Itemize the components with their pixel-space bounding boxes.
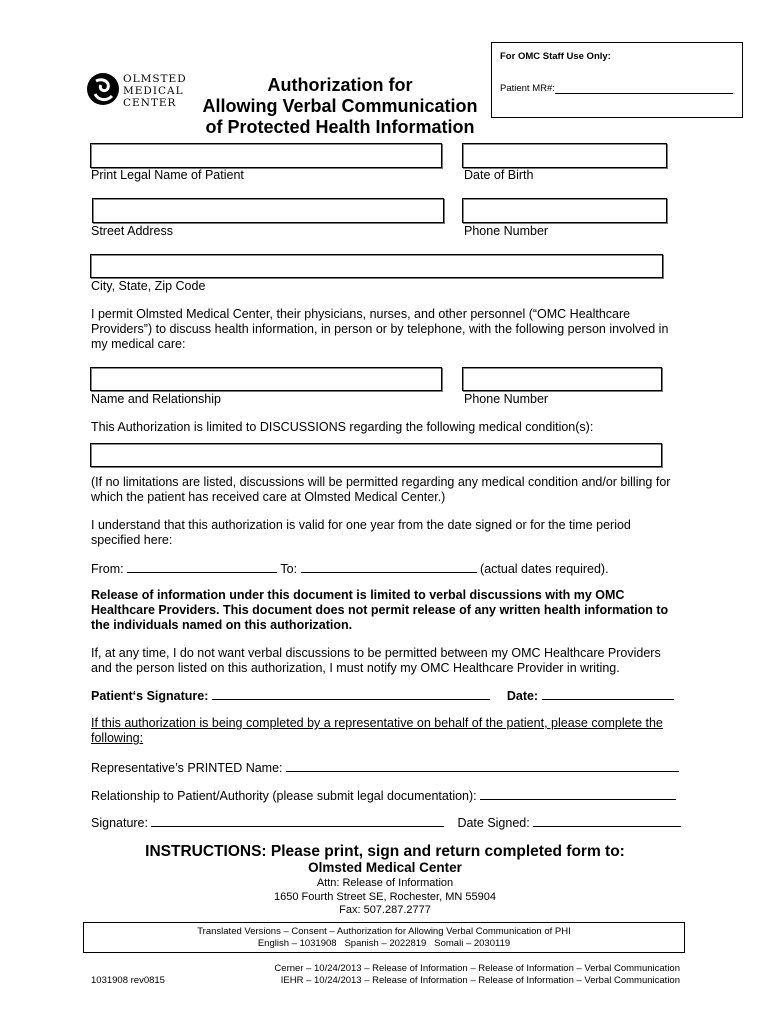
city-label: City, State, Zip Code — [91, 279, 206, 293]
street-label: Street Address — [91, 224, 173, 238]
date-line[interactable] — [542, 688, 674, 700]
date-label: Date: — [506, 689, 539, 703]
if-any-line-1: If, at any time, I do not want verbal discussions to be permitted between my OMC Healthcare Providers — [91, 646, 661, 660]
logo-text-3: CENTER — [123, 97, 177, 109]
title-line-2: Allowing Verbal Communication — [202, 96, 478, 116]
patient-mr-line[interactable] — [555, 93, 733, 94]
staff-use-title: For OMC Staff Use Only: — [500, 51, 611, 62]
rep-line-1: If this authorization is being completed by a representative on behalf of the patient, please complete the — [91, 716, 663, 730]
staff-use-box — [491, 42, 743, 118]
permit-line-1: I permit Olmsted Medical Center, their physicians, nurses, and other personnel (“OMC Healthcare — [91, 307, 631, 321]
phone2-label: Phone Number — [464, 392, 549, 406]
valid-paragraph — [91, 518, 691, 548]
name-relationship-label: Name and Relationship — [91, 392, 221, 406]
dob-label: Date of Birth — [464, 168, 534, 182]
patient-signature-row — [91, 688, 674, 703]
no-limit-line-1: (If no limitations are listed, discussions will be permitted regarding any medical condition and/or billing for — [91, 475, 671, 489]
instructions-heading: INSTRUCTIONS: Please print, sign and return completed form to: — [145, 843, 625, 860]
from-label: From: — [91, 562, 124, 576]
release-line-3: the individuals named on this authorization. — [91, 618, 353, 632]
no-limit-paragraph — [91, 475, 691, 505]
to-label: To: — [280, 562, 298, 576]
release-line-1: Release of information under this document is limited to verbal discussions with my OMC — [91, 588, 625, 602]
name-relationship-input[interactable] — [90, 367, 442, 391]
signature-line[interactable] — [151, 815, 444, 827]
street-input[interactable] — [92, 198, 444, 223]
rep-name-label: Representative’s PRINTED Name: — [91, 761, 283, 775]
form-number: 1031908 rev0815 — [91, 975, 165, 986]
phone-input[interactable] — [462, 198, 667, 223]
patient-name-input[interactable] — [90, 143, 442, 168]
logo-mark-icon — [86, 72, 120, 106]
limited-text: This Authorization is limited to DISCUSSIONS regarding the following medical condition(s): — [91, 420, 594, 434]
no-limit-line-2: which the patient has received care at Olmsted Medical Center.) — [91, 490, 446, 504]
translated-line-2: English – 1031908 Spanish – 2022819 Somali – 2030119 — [257, 938, 511, 949]
title-line-3: of Protected Health Information — [205, 117, 475, 137]
footer-iehr: IEHR – 10/24/2013 – Release of Information – Release of Information – Verbal Communication — [280, 975, 680, 986]
instructions-address: 1650 Fourth Street SE, Rochester, MN 55904 — [274, 891, 496, 903]
from-to-row — [91, 561, 609, 576]
patient-mr-label: Patient MR#: — [500, 83, 555, 94]
release-line-2: Healthcare Providers. This document does not permit release of any written health information to — [91, 603, 669, 617]
relationship-row — [91, 788, 676, 803]
instructions-org: Olmsted Medical Center — [308, 860, 462, 875]
date-signed-label: Date Signed: — [457, 816, 530, 830]
signature-label: Signature: — [91, 816, 148, 830]
phone2-input[interactable] — [462, 367, 662, 391]
rep-name-line[interactable] — [286, 760, 679, 772]
logo-text-1: OLMSTED — [123, 73, 187, 85]
instructions-fax: Fax: 507.287.2777 — [339, 904, 431, 916]
translated-versions-box — [83, 922, 685, 953]
relationship-label: Relationship to Patient/Authority (please submit legal documentation): — [91, 789, 477, 803]
phone-label: Phone Number — [464, 224, 549, 238]
instructions-attn: Attn: Release of Information — [316, 877, 454, 889]
title-line-1: Authorization for — [267, 75, 413, 95]
representative-paragraph — [91, 716, 691, 746]
signature-row — [91, 815, 681, 830]
date-signed-line[interactable] — [533, 815, 681, 827]
relationship-line[interactable] — [480, 788, 676, 800]
logo-text-2: MEDICAL — [123, 85, 184, 97]
rep-name-row — [91, 760, 679, 775]
permit-paragraph — [91, 307, 691, 352]
dob-input[interactable] — [462, 143, 667, 168]
dates-required-text: (actual dates required). — [480, 562, 609, 576]
if-any-line-2: and the person listed on this authorization, I must notify my OMC Healthcare Provider in writing. — [91, 661, 620, 675]
release-paragraph — [91, 588, 691, 633]
patient-signature-line[interactable] — [212, 688, 490, 700]
city-input[interactable] — [90, 254, 663, 278]
rep-line-2: following: — [91, 731, 144, 745]
valid-line-2: specified here: — [91, 533, 173, 547]
from-date-line[interactable] — [127, 561, 277, 573]
permit-line-3: my medical care: — [91, 337, 186, 351]
footer-cerner: Cerner – 10/24/2013 – Release of Information – Release of Information – Verbal Communication — [274, 963, 680, 974]
if-any-paragraph — [91, 646, 691, 676]
permit-line-2: Providers”) to discuss health information, in person or by telephone, with the following person involved in — [91, 322, 669, 336]
valid-line-1: I understand that this authorization is valid for one year from the date signed or for the time period — [91, 518, 631, 532]
translated-line-1: Translated Versions – Consent – Authorization for Allowing Verbal Communication of PHI — [197, 926, 571, 937]
patient-name-label: Print Legal Name of Patient — [91, 168, 244, 182]
patient-signature-label: Patient‘s Signature: — [91, 689, 209, 703]
to-date-line[interactable] — [301, 561, 477, 573]
conditions-input[interactable] — [90, 443, 662, 467]
